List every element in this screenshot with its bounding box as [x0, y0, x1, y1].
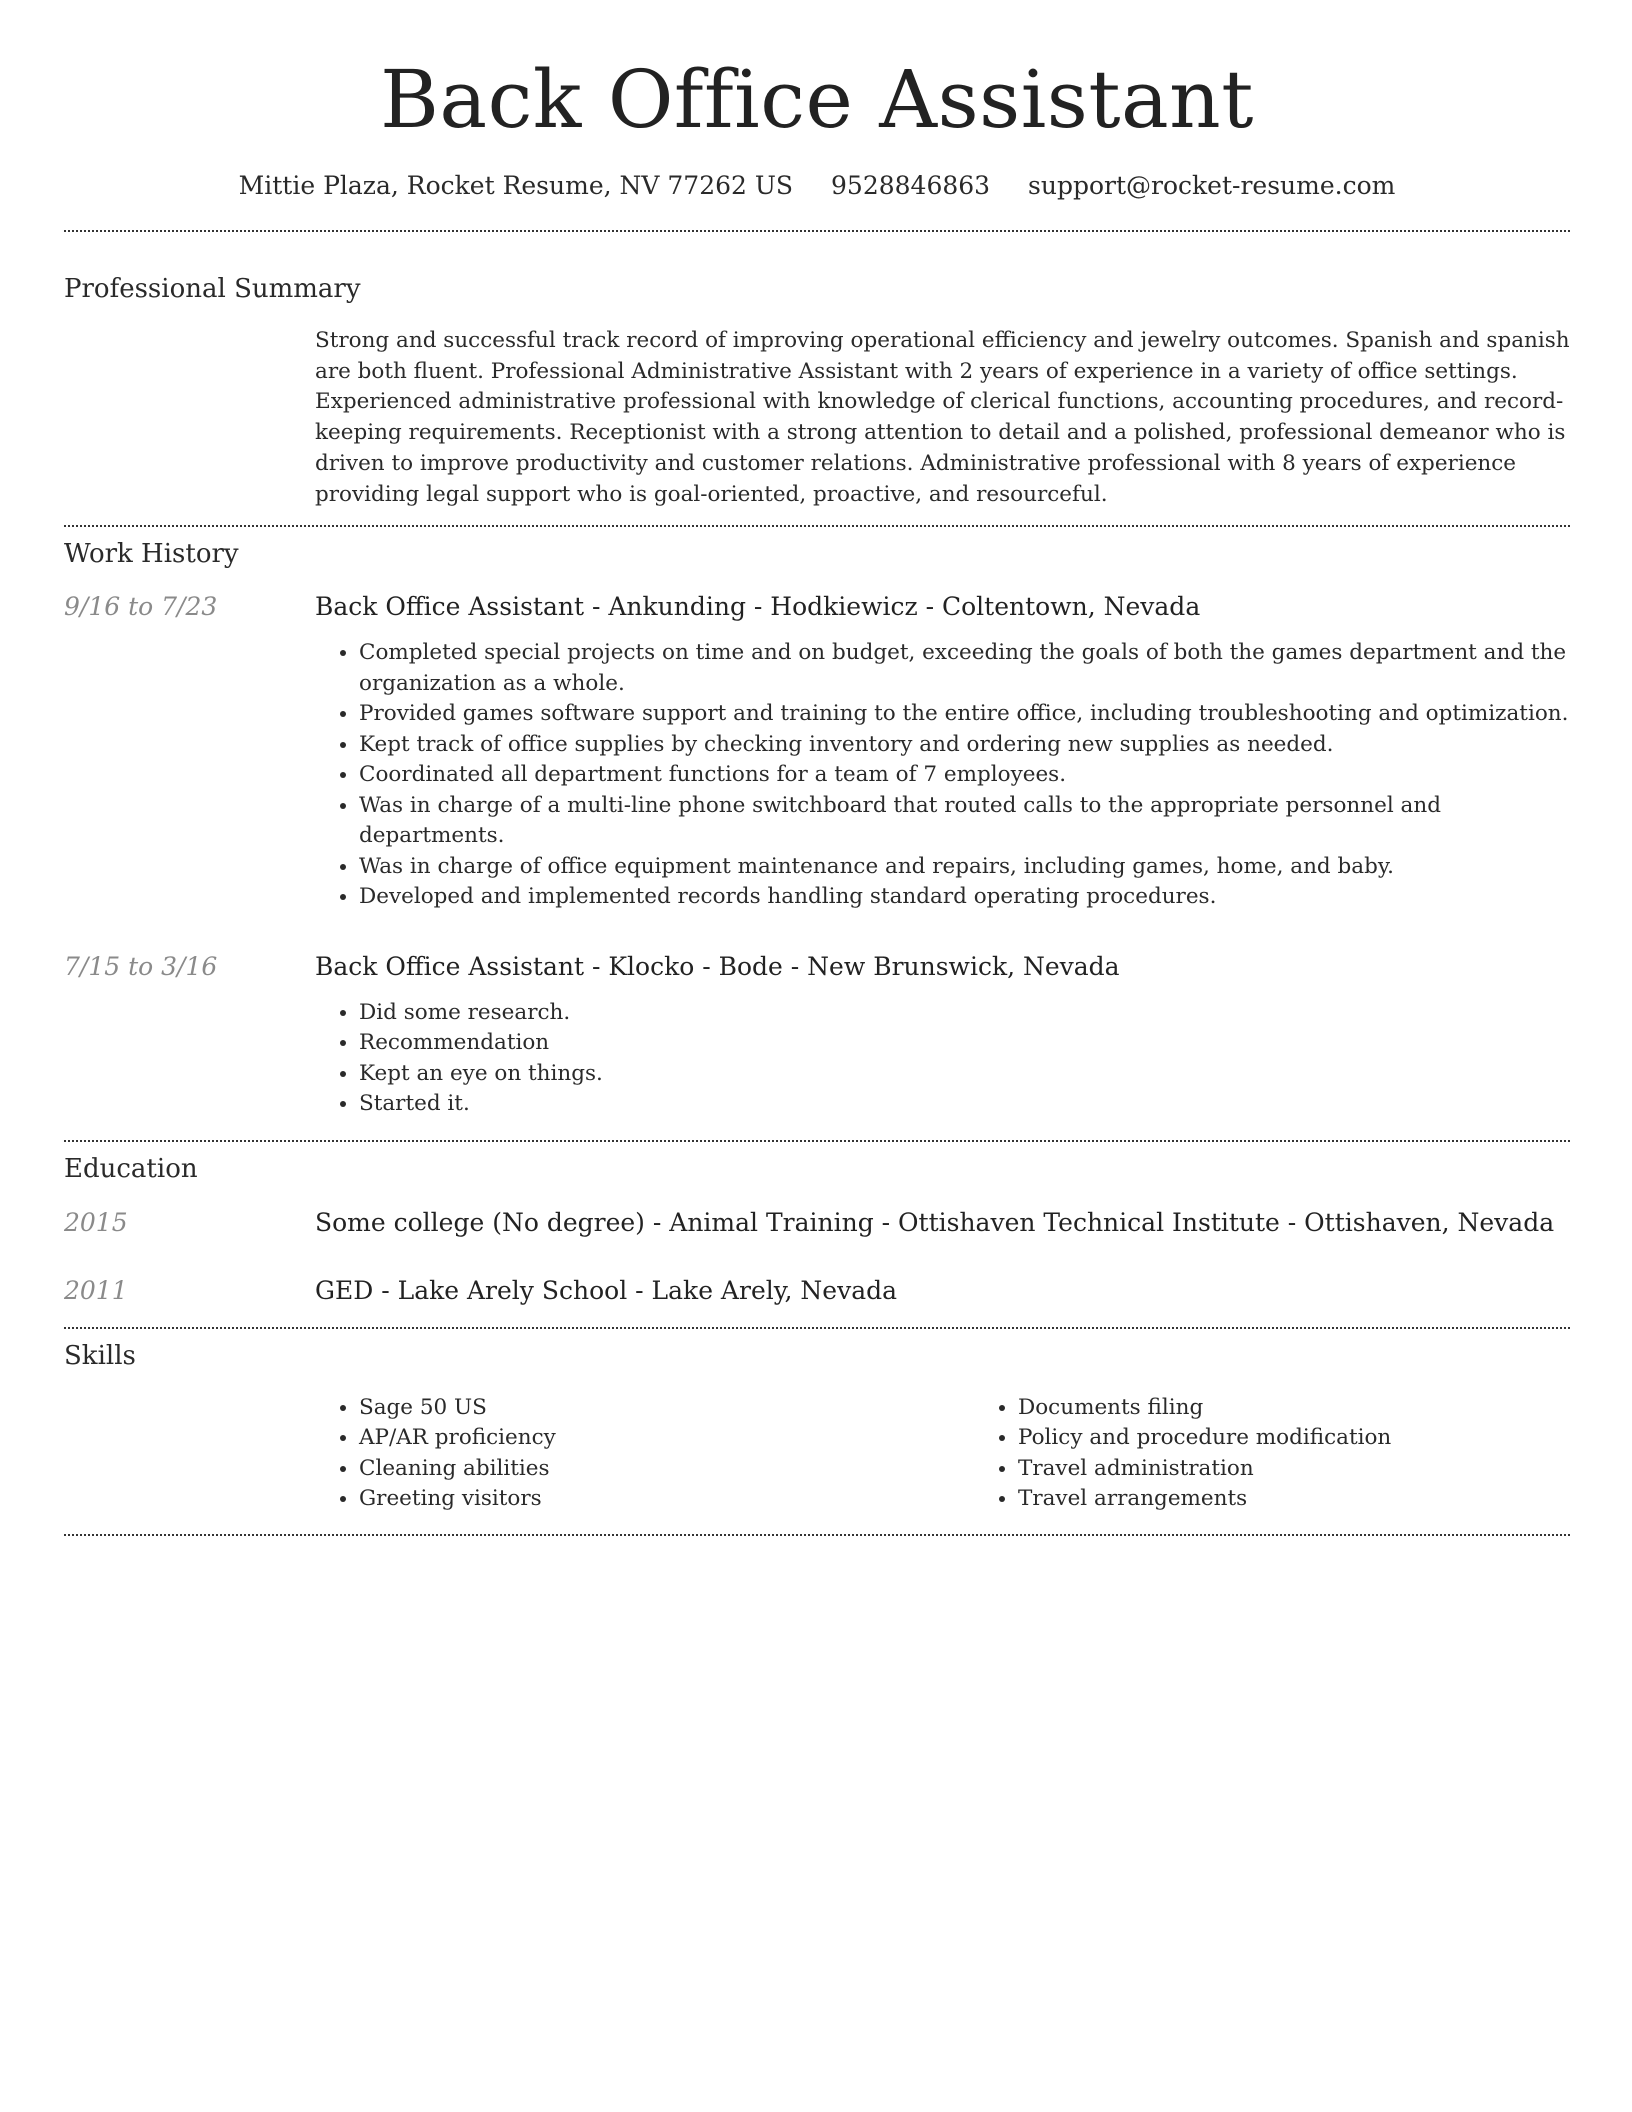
summary-text: Strong and successful track record of improving operational efficiency and jewelry outcomes. Spanish and spanish are both fluent. Professional Administrative Assistant with 2 years of experience in a variety of office settings. Experienced administrative professional with knowledge of clerical functions, accounting procedures, and record-keeping requirements. Receptionist with a strong attention to detail and a polished, professional demeanor who is driven to improve productivity and customer relations. Administrative professional with 8 years of experience providing legal support who is goal-oriented, proactive, and resourceful. — [315, 328, 1570, 507]
section-title-summary: Professional Summary — [64, 274, 361, 304]
education-year: 2015 — [64, 1207, 128, 1237]
contact-phone: 9528846863 — [831, 171, 991, 200]
section-title-education: Education — [64, 1153, 198, 1184]
job-details — [315, 951, 1570, 1120]
list-item: • Travel arrangements — [1018, 1484, 1632, 1515]
list-item: • Was in charge of a multi-line phone switchboard that routed calls to the appropriate personnel and departments. — [359, 791, 1570, 852]
education-entry — [64, 1207, 1570, 1239]
list-item: • Coordinated all department functions for a team of 7 employees. — [359, 760, 1570, 791]
list-item: • Completed special projects on time and on budget, exceeding the goals of both the games department and the organization as a whole. — [359, 638, 1570, 699]
job-entry — [64, 951, 1570, 1120]
section-divider — [64, 1327, 1570, 1329]
job-details — [315, 591, 1570, 913]
contact-line — [64, 170, 1570, 202]
job-title: Back Office Assistant - Klocko - Bode - New Brunswick, Nevada — [315, 951, 1120, 981]
section-divider — [64, 230, 1570, 232]
resume-name: Back Office Assistant — [380, 53, 1254, 146]
skills-list-right — [974, 1393, 1632, 1515]
education-year: 2011 — [64, 1275, 128, 1305]
section-divider — [64, 1534, 1570, 1536]
job-title: Back Office Assistant - Ankunding - Hodkiewicz - Coltentown, Nevada — [315, 592, 1201, 622]
list-item: • Greeting visitors — [359, 1484, 974, 1515]
list-item: • Policy and procedure modification — [1018, 1423, 1632, 1454]
job-bullets — [315, 638, 1570, 913]
list-item: • Did some research. — [359, 998, 1570, 1029]
list-item: • Kept an eye on things. — [359, 1059, 1570, 1090]
list-item: • Was in charge of office equipment maintenance and repairs, including games, home, and baby. — [359, 852, 1570, 883]
education-entry — [64, 1275, 1570, 1307]
section-title-skills: Skills — [64, 1340, 136, 1371]
list-item: • Provided games software support and training to the entire office, including troubleshooting and optimization. — [359, 699, 1570, 730]
skills-list-left — [315, 1393, 974, 1515]
skills-row — [64, 1393, 1570, 1515]
list-item: • Sage 50 US — [359, 1393, 974, 1424]
education-text: Some college (No degree) - Animal Training - Ottishaven Technical Institute - Ottishaven, Nevada — [315, 1207, 1555, 1237]
list-item: • Started it. — [359, 1089, 1570, 1120]
resume-page — [64, 0, 1570, 1536]
list-item: • Developed and implemented records handling standard operating procedures. — [359, 882, 1570, 913]
list-item: • Recommendation — [359, 1028, 1570, 1059]
list-item: • Cleaning abilities — [359, 1454, 974, 1485]
list-item: • AP/AR proficiency — [359, 1423, 974, 1454]
section-divider — [64, 1140, 1570, 1142]
education-text: GED - Lake Arely School - Lake Arely, Nevada — [315, 1275, 898, 1305]
section-divider — [64, 525, 1570, 527]
list-item: • Kept track of office supplies by checking inventory and ordering new supplies as needed. — [359, 730, 1570, 761]
list-item: • Travel administration — [1018, 1454, 1632, 1485]
job-bullets — [315, 998, 1570, 1120]
summary-body — [315, 326, 1570, 510]
contact-email: support@rocket-resume.com — [1028, 171, 1396, 200]
summary-row — [64, 326, 1570, 510]
job-dates: 9/16 to 7/23 — [64, 592, 218, 622]
job-entry — [64, 591, 1570, 913]
contact-address: Mittie Plaza, Rocket Resume, NV 77262 US — [238, 171, 794, 200]
job-dates: 7/15 to 3/16 — [64, 951, 218, 981]
skills-columns — [315, 1393, 1632, 1515]
list-item: • Documents filing — [1018, 1393, 1632, 1424]
section-title-work: Work History — [64, 539, 239, 570]
